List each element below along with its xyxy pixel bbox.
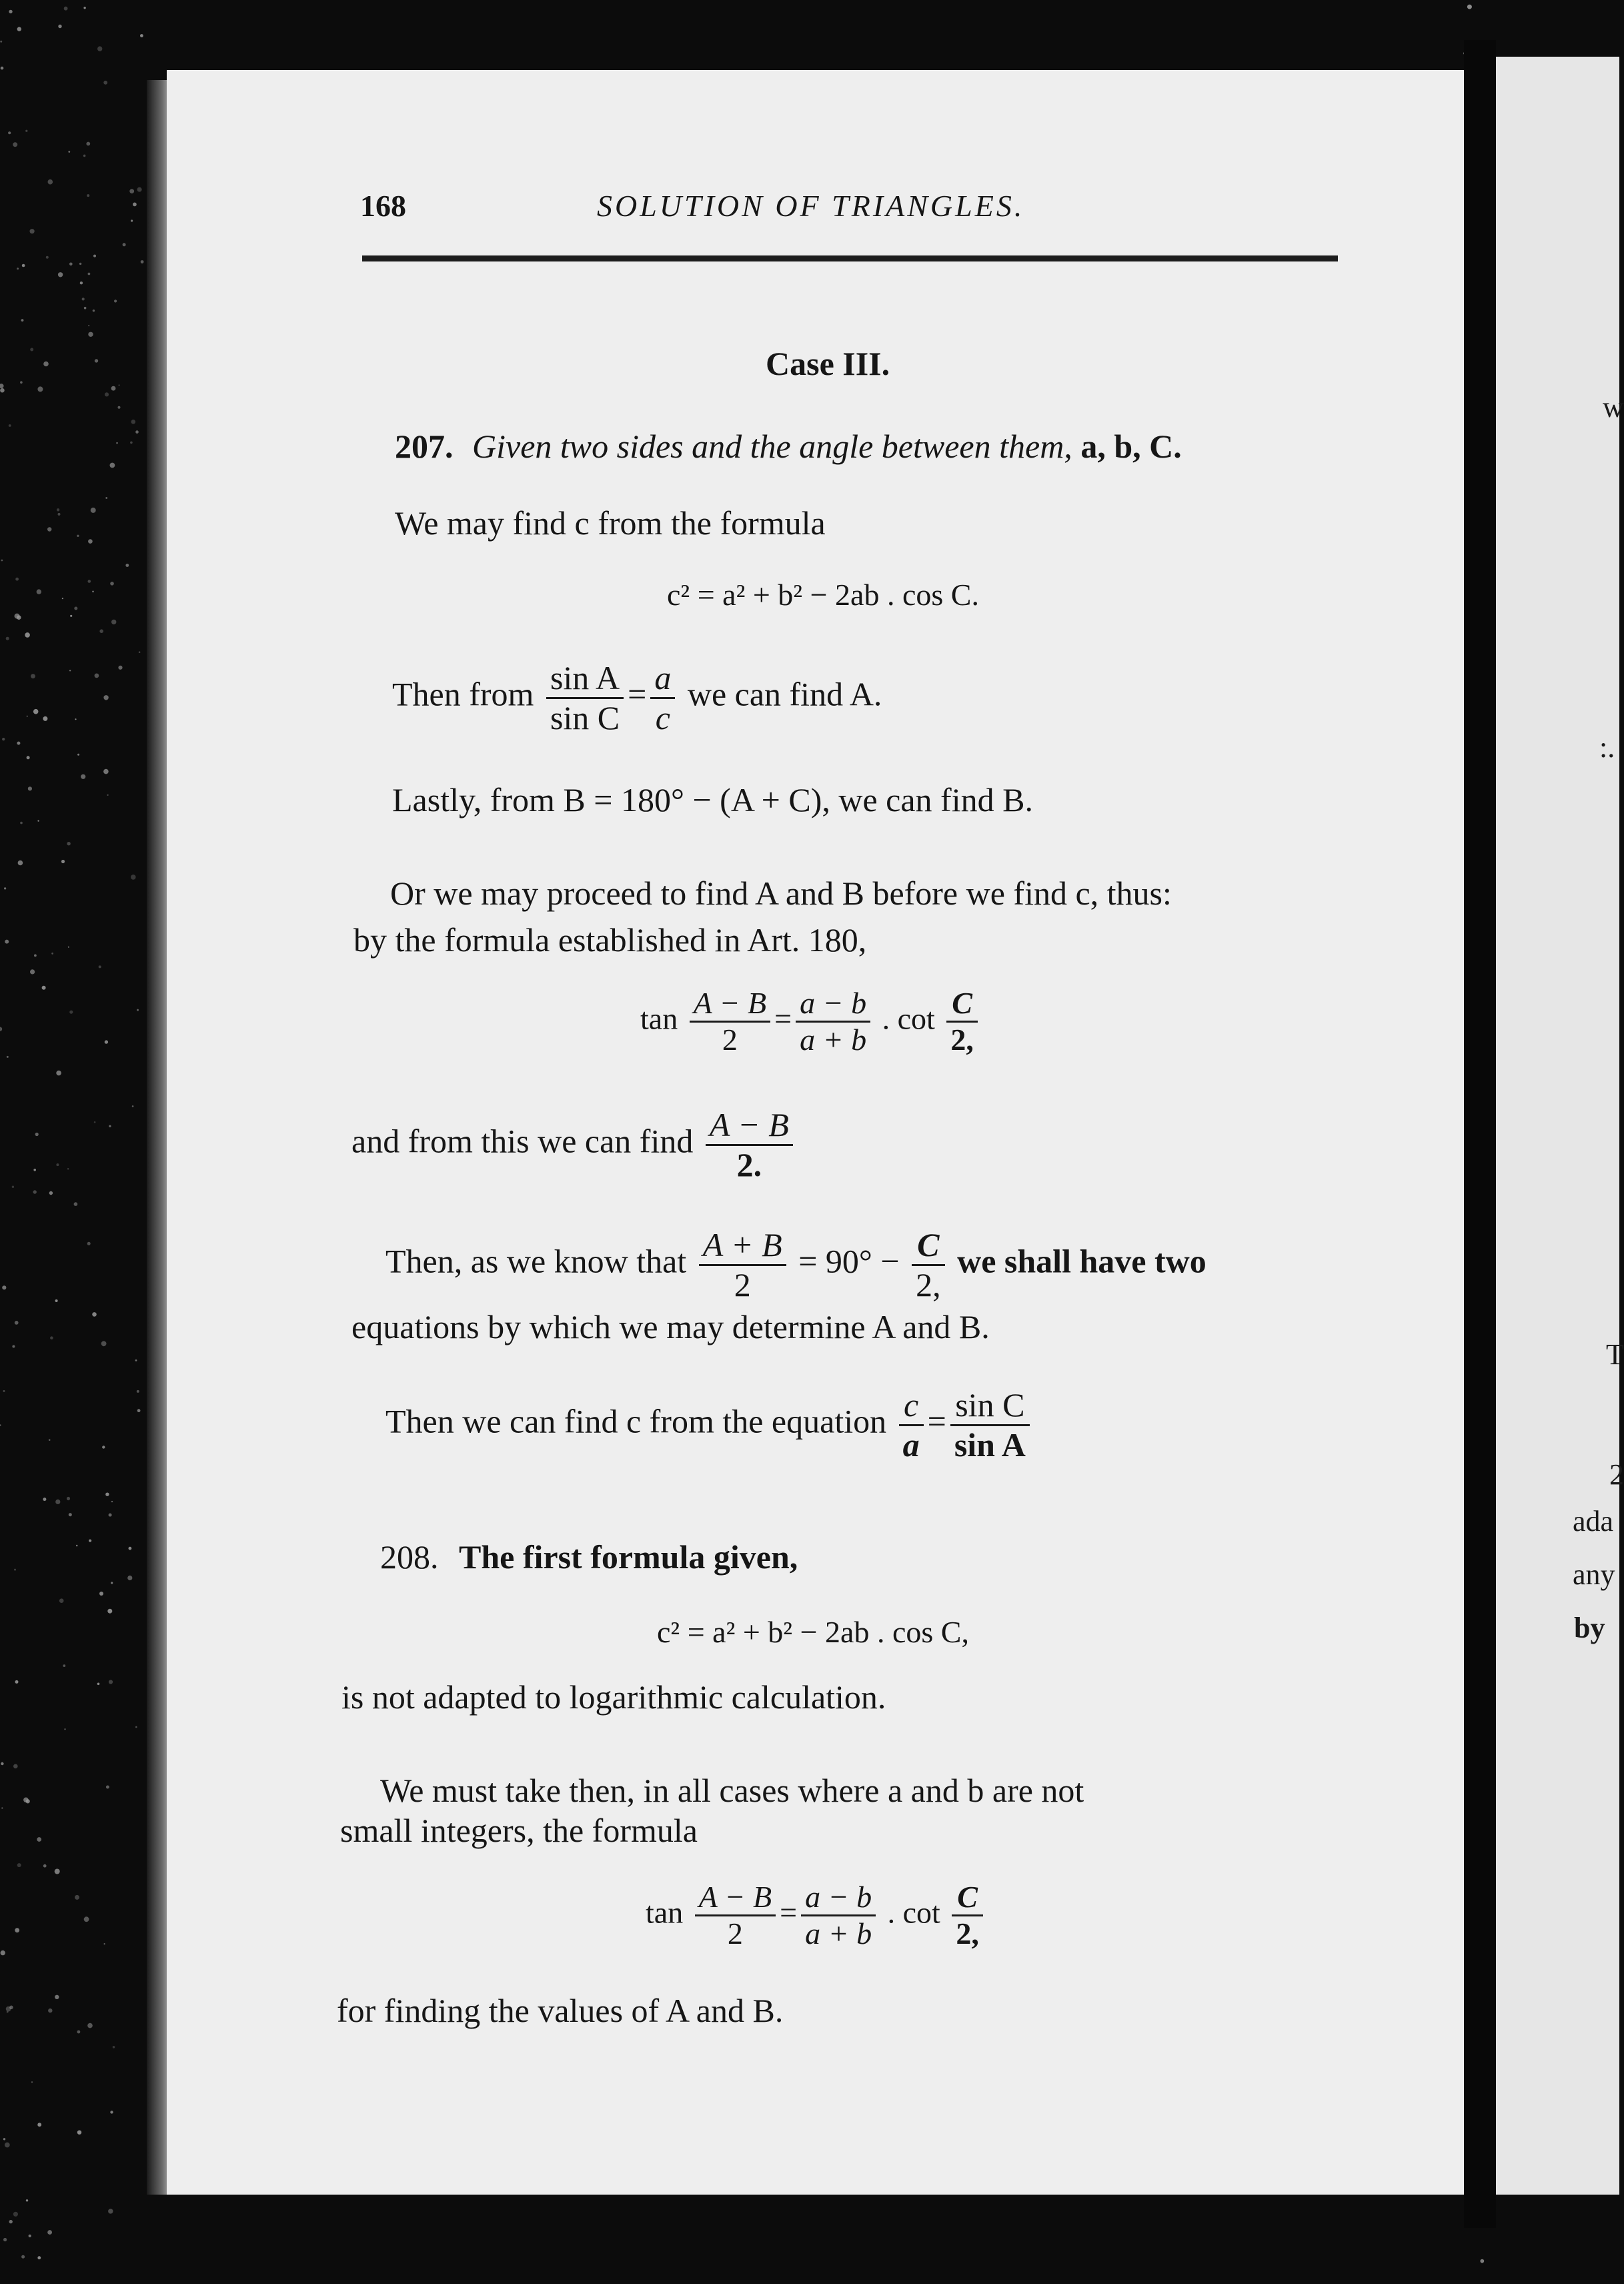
scan-speck: [1, 67, 4, 70]
scan-speck: [7, 1056, 9, 1058]
scan-speck: [31, 2081, 33, 2083]
denominator: a + b: [805, 1916, 872, 1951]
paragraph: [351, 1107, 797, 1182]
scan-speck: [64, 7, 68, 11]
denominator: 2: [727, 1916, 743, 1951]
scan-speck: [111, 386, 116, 391]
scan-speck: [88, 325, 89, 326]
scan-speck: [0, 1027, 2, 1031]
scan-speck: [88, 539, 93, 544]
scan-speck: [77, 2131, 81, 2135]
scan-speck: [61, 860, 65, 863]
text-fragment: = 90° −: [798, 1242, 900, 1280]
scan-speck: [132, 1105, 134, 1107]
scan-speck: [135, 430, 139, 434]
scan-speck: [80, 281, 83, 284]
scan-speck: [17, 27, 21, 31]
scan-speck: [20, 822, 23, 824]
scan-speck: [14, 1569, 16, 1571]
fraction: [546, 660, 624, 735]
scan-speck: [133, 203, 137, 207]
denominator: 2: [734, 1265, 751, 1303]
scan-speck: [43, 716, 47, 721]
paragraph: equations by which we may determine A and B.: [351, 1308, 990, 1345]
scan-speck: [137, 187, 142, 192]
scan-speck: [70, 615, 72, 617]
scan-speck: [4, 887, 6, 889]
scan-speck: [5, 2143, 10, 2148]
fraction: [801, 1881, 876, 1950]
text-fragment: and from this we can find: [351, 1122, 694, 1160]
scan-speck: [131, 420, 136, 424]
scan-speck: [97, 46, 102, 51]
scan-speck: [2, 738, 5, 740]
scan-speck: [77, 2031, 81, 2034]
scan-speck: [33, 709, 39, 714]
scan-speck: [28, 786, 32, 790]
scan-speck: [69, 1513, 72, 1516]
scan-speck: [110, 463, 115, 468]
scan-speck: [129, 1547, 132, 1550]
scan-speck: [15, 614, 20, 619]
scan-speck: [30, 969, 35, 974]
denominator: 2,: [950, 1023, 974, 1057]
article-statement: The first formula given,: [459, 1538, 798, 1576]
scan-speck: [74, 607, 77, 610]
scan-speck: [105, 1493, 109, 1496]
fraction: [899, 1387, 924, 1462]
scan-speck: [127, 1576, 132, 1580]
scan-speck: [77, 535, 79, 537]
scan-speck: [15, 1928, 19, 1932]
scan-speck: [25, 632, 30, 638]
scan-speck: [51, 953, 53, 955]
tangent-rule-equation: tan $\frac{A - B}{2}$ = $\frac{a - b}{a + b}$ . cot $\frac{C}{2,}$: [640, 987, 982, 1057]
scan-speck: [89, 1540, 91, 1542]
scan-speck: [94, 1121, 96, 1123]
scan-speck: [37, 589, 41, 594]
fraction: [699, 1227, 786, 1302]
scan-speck: [81, 774, 85, 779]
scan-speck: [57, 508, 59, 511]
scan-speck: [6, 2007, 11, 2012]
scan-speck: [119, 384, 120, 386]
running-title: SOLUTION OF TRIANGLES.: [597, 189, 1025, 223]
scan-speck: [140, 34, 143, 37]
scan-speck: [103, 81, 107, 85]
scan-speck: [93, 310, 95, 312]
cosine-rule-equation: c² = a² + b² − 2ab . cos C.: [667, 578, 979, 612]
cosine-rule-equation: c² = a² + b² − 2ab . cos C,: [657, 1615, 969, 1649]
scan-speck: [33, 1169, 36, 1171]
article-statement: Given two sides and the angle between them,: [472, 428, 1072, 465]
numerator: a − b: [796, 987, 870, 1023]
scan-speck: [0, 384, 4, 388]
scan-speck: [43, 1498, 46, 1501]
numerator: c: [899, 1387, 924, 1426]
scan-speck: [88, 273, 91, 275]
scan-speck: [83, 155, 86, 157]
scan-speck: [20, 381, 23, 384]
scan-speck: [30, 229, 35, 233]
scan-speck: [111, 1501, 113, 1502]
scan-speck: [101, 1341, 107, 1346]
scan-speck: [0, 1950, 5, 1955]
scan-speck: [105, 392, 109, 396]
scan-speck: [17, 1863, 21, 1867]
scan-speck: [49, 1439, 51, 1441]
scan-speck: [114, 300, 117, 302]
denominator: a: [902, 1425, 920, 1464]
adjacent-page-fragment: ada: [1573, 1505, 1614, 1538]
denominator: 2: [722, 1023, 738, 1057]
fraction: [690, 987, 770, 1057]
denominator: 2,: [956, 1916, 979, 1951]
page-gutter: [1464, 40, 1496, 2228]
scan-speck: [30, 348, 33, 352]
scan-speck: [59, 1598, 64, 1603]
given-quantities: a, b, C.: [1080, 428, 1182, 465]
scan-speck: [17, 267, 19, 269]
scan-speck: [109, 1680, 113, 1684]
text-fragment: Then we can find c from the equation: [385, 1402, 887, 1440]
scan-speck: [5, 940, 9, 944]
denominator: 2.: [736, 1145, 762, 1183]
scan-speck: [103, 695, 108, 700]
scan-speck: [37, 2256, 41, 2259]
scan-speck: [111, 1582, 113, 1584]
scan-speck: [75, 718, 76, 720]
scan-speck: [87, 2023, 93, 2029]
paragraph: [385, 1227, 1206, 1302]
scan-speck: [47, 2230, 52, 2235]
denominator: c: [655, 698, 670, 736]
scan-speck: [21, 319, 24, 322]
article-number: 208.: [380, 1538, 439, 1576]
scan-speck: [110, 582, 114, 586]
scan-speck: [49, 1191, 53, 1195]
scan-speck: [1467, 5, 1472, 9]
scan-speck: [87, 1242, 91, 1245]
scan-speck: [118, 406, 121, 409]
numerator: sin C: [950, 1387, 1030, 1426]
article-207-heading: [395, 427, 1182, 466]
scan-speck: [3, 2138, 5, 2140]
text-fragment: Then, as we know that: [385, 1242, 687, 1280]
scan-speck: [1, 560, 3, 562]
adjacent-page-fragment: :.: [1599, 731, 1615, 764]
fraction: [706, 1107, 793, 1182]
text-fragment: we can find A.: [687, 675, 882, 713]
scan-speck: [62, 598, 63, 599]
page-number: 168: [360, 189, 406, 223]
scan-speck: [47, 527, 51, 531]
scan-speck: [42, 986, 46, 990]
scan-speck: [95, 674, 99, 678]
scan-speck: [0, 1424, 1, 1426]
scan-speck: [37, 386, 43, 392]
paragraph: We must take then, in all cases where a and b are not: [380, 1772, 1084, 1809]
scan-speck: [37, 2123, 41, 2127]
scan-speck: [63, 1664, 65, 1667]
scan-speck: [109, 1514, 112, 1517]
scan-speck: [135, 1726, 137, 1728]
scan-speck: [99, 1592, 103, 1596]
scan-speck: [137, 1009, 139, 1011]
scan-speck: [6, 637, 9, 640]
scan-speck: [48, 2009, 52, 2013]
numerator: A − B: [690, 987, 770, 1023]
scan-speck: [1, 1762, 3, 1765]
scan-speck: [93, 255, 96, 257]
scan-speck: [79, 263, 81, 265]
scan-speck: [58, 272, 63, 277]
scan-speck: [27, 756, 30, 759]
fraction: [952, 1881, 983, 1950]
scan-speck: [135, 1359, 137, 1361]
scan-speck: [55, 1299, 58, 1302]
text-fragment: tan: [646, 1895, 684, 1930]
scan-speck: [58, 25, 61, 28]
scan-speck: [125, 564, 129, 567]
scan-speck: [9, 10, 12, 13]
scan-speck: [106, 1786, 109, 1789]
scan-speck: [56, 1071, 61, 1076]
scan-speck: [58, 513, 61, 516]
scan-speck: [131, 219, 133, 221]
scan-speck: [18, 861, 23, 866]
scan-speck: [82, 298, 85, 300]
denominator: 2,: [916, 1265, 941, 1303]
numerator: sin A: [546, 660, 624, 699]
scan-speck: [56, 1163, 59, 1166]
scan-speck: [116, 442, 117, 444]
scan-speck: [67, 842, 70, 845]
scan-speck: [88, 332, 93, 337]
header-rule: [362, 255, 1338, 261]
scan-speck: [69, 1011, 73, 1014]
numerator: a − b: [801, 1881, 876, 1916]
scan-speck: [3, 2238, 7, 2241]
scan-speck: [107, 1609, 112, 1614]
scan-speck: [69, 670, 71, 671]
paragraph: We may find c from the formula: [395, 504, 826, 542]
scan-speck: [13, 2212, 18, 2217]
numerator: A − B: [695, 1881, 776, 1916]
scan-speck: [68, 151, 70, 153]
scan-speck: [118, 666, 122, 670]
scan-speck: [64, 1728, 65, 1730]
article-208-heading: [380, 1538, 798, 1576]
scan-speck: [87, 194, 89, 197]
scan-speck: [37, 820, 39, 821]
scan-speck: [0, 388, 5, 393]
text-fragment: tan: [640, 1001, 678, 1036]
denominator: sin A: [954, 1425, 1026, 1464]
scan-speck: [130, 442, 133, 444]
article-number: 207.: [395, 428, 454, 465]
fraction: [946, 987, 978, 1057]
scan-speck: [55, 1500, 60, 1504]
adjacent-page-fragment: T: [1606, 1338, 1624, 1371]
fraction: [695, 1881, 776, 1950]
text-fragment: we shall have two: [957, 1242, 1206, 1280]
adjacent-page: [1496, 57, 1624, 2195]
scan-speck: [25, 130, 27, 132]
scan-speck: [69, 263, 73, 266]
scan-speck: [8, 131, 11, 134]
scan-speck: [67, 1497, 70, 1500]
numerator: C: [952, 1881, 983, 1916]
scan-speck: [35, 1133, 39, 1136]
scan-speck: [86, 142, 90, 146]
paragraph: Or we may proceed to find A and B before we find c, thus:: [390, 875, 1172, 912]
scan-speck: [29, 2235, 31, 2237]
scan-speck: [88, 580, 91, 583]
scan-speck: [105, 497, 107, 499]
scan-speck: [15, 578, 19, 581]
scan-speck: [37, 1837, 41, 1842]
scan-speck: [17, 742, 20, 745]
scan-speck: [84, 1916, 89, 1922]
text-fragment: . cot: [887, 1895, 940, 1930]
scan-speck: [95, 359, 98, 362]
scan-speck: [103, 769, 109, 774]
adjacent-page-fragment: w: [1603, 391, 1624, 424]
adjacent-page-fragment: 2: [1609, 1458, 1624, 1491]
scan-speck: [3, 1390, 5, 1392]
scan-speck: [109, 1125, 111, 1127]
sine-rule-line: Then from $\frac{\text{sin A}}{\text{sin C}}$ = $\frac{a}{c}$ we can find A.: [392, 659, 882, 736]
paragraph: by the formula established in Art. 180,: [353, 921, 867, 959]
scan-speck: [46, 256, 49, 259]
scan-speck: [55, 1869, 60, 1874]
scan-speck: [91, 508, 96, 513]
scan-speck: [67, 1168, 69, 1169]
scan-speck: [1480, 2259, 1484, 2263]
scan-speck: [139, 651, 141, 653]
scan-speck: [97, 1683, 100, 1686]
fraction: [796, 987, 870, 1057]
scan-speck: [2, 1285, 6, 1289]
scan-speck: [0, 41, 2, 43]
numerator: A − B: [706, 1107, 793, 1146]
tangent-rule-equation: tan $\frac{A - B}{2}$ = $\frac{a - b}{a + b}$ . cot $\frac{C}{2,}$: [646, 1881, 987, 1950]
scan-speck: [9, 424, 11, 427]
paragraph: is not adapted to logarithmic calculation.: [341, 1678, 886, 1716]
scan-speck: [15, 1321, 19, 1325]
scan-speck: [102, 1446, 105, 1448]
paragraph: for finding the values of A and B.: [337, 1992, 784, 2029]
paragraph: small integers, the formula: [340, 1812, 698, 1849]
scan-speck: [92, 591, 94, 593]
scan-speck: [12, 1186, 14, 1188]
scan-speck: [105, 1040, 108, 1043]
scan-speck: [26, 2199, 28, 2201]
scan-speck: [43, 1864, 47, 1868]
scan-speck: [76, 1545, 78, 1547]
scan-speck: [74, 1202, 78, 1206]
scan-speck: [84, 307, 87, 310]
scan-speck: [107, 794, 109, 796]
scan-speck: [108, 2209, 113, 2213]
scan-speck: [22, 264, 25, 267]
scan-speck: [129, 189, 134, 193]
adjacent-page-fragment: any: [1573, 1558, 1615, 1591]
scan-speck: [141, 260, 144, 263]
scan-speck: [31, 674, 35, 678]
scan-speck: [77, 754, 79, 756]
scan-speck: [15, 1680, 19, 1684]
numerator: C: [912, 1227, 945, 1266]
text-fragment: . cot: [882, 1001, 935, 1036]
text-fragment: Then from: [392, 675, 534, 713]
scan-speck: [75, 1895, 79, 1900]
scan-speck: [43, 362, 49, 367]
scan-speck: [113, 2046, 115, 2049]
scan-speck: [13, 142, 17, 147]
denominator: a + b: [800, 1023, 867, 1057]
paragraph: Then we can find c from the equation $\frac{c}{a}$ = $\frac{\text{sin C}}{\text{sin A}}$: [385, 1387, 1034, 1462]
fraction: [650, 660, 675, 735]
numerator: A + B: [699, 1227, 786, 1266]
scan-speck: [33, 1190, 37, 1193]
scan-speck: [131, 875, 136, 880]
scan-speck: [27, 716, 28, 717]
scan-speck: [99, 965, 101, 968]
scan-speck: [137, 1390, 139, 1393]
scan-speck: [13, 1764, 18, 1769]
scan-speck: [111, 620, 116, 624]
fraction: [950, 1387, 1030, 1462]
scan-speck: [34, 955, 37, 957]
scan-speck: [92, 1312, 97, 1317]
fraction: [912, 1227, 945, 1302]
scan-speck: [12, 1345, 15, 1348]
scan-speck: [110, 2111, 113, 2113]
adjacent-page-fragment: by: [1574, 1612, 1605, 1644]
scan-speck: [99, 629, 103, 633]
denominator: sin C: [550, 698, 620, 736]
scan-speck: [123, 243, 126, 246]
scan-speck: [68, 947, 69, 948]
scan-speck: [9, 2220, 13, 2223]
scan-speck: [48, 179, 53, 185]
scan-speck: [83, 7, 85, 9]
paragraph: Lastly, from B = 180° − (A + C), we can find B.: [392, 781, 1033, 818]
scan-speck: [1, 1807, 3, 1808]
scan-speck: [50, 1336, 53, 1339]
case-heading: Case III.: [766, 345, 890, 382]
scan-speck: [55, 1995, 59, 1999]
scan-speck: [21, 2255, 25, 2259]
scan-speck: [137, 1409, 141, 1412]
numerator: C: [946, 987, 978, 1023]
scan-speck: [104, 1943, 105, 1944]
scan-speck: [23, 1798, 29, 1803]
numerator: a: [650, 660, 675, 699]
